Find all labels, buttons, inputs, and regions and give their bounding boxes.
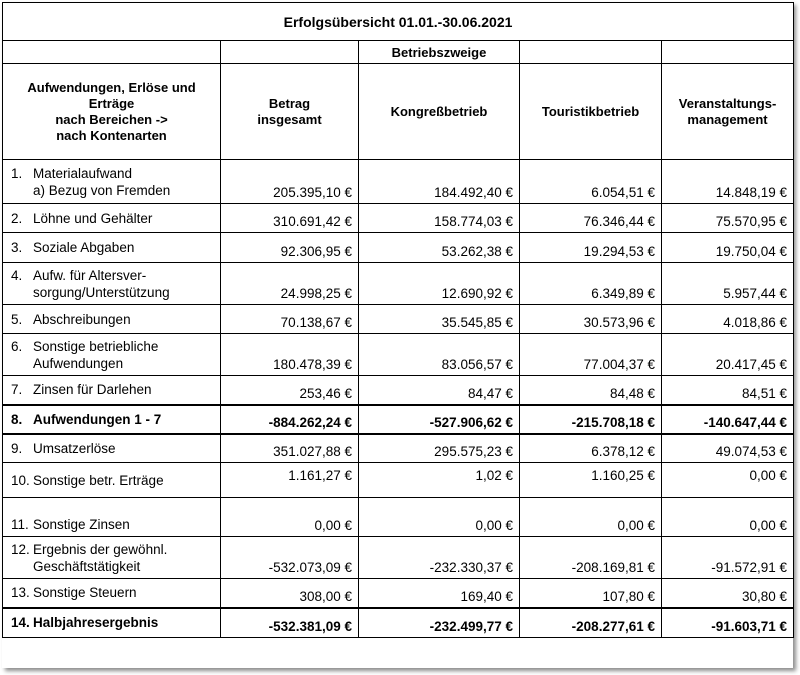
row-label-line bbox=[11, 182, 216, 199]
value-cell-total: -884.262,24 € bbox=[221, 405, 359, 434]
table-row bbox=[3, 608, 794, 638]
row-label-line bbox=[11, 355, 216, 372]
value-cell-c2: 6.349,89 € bbox=[520, 263, 662, 305]
row-label-line bbox=[11, 311, 216, 328]
row-label-text: Abschreibungen bbox=[33, 311, 131, 327]
value-cell-total: -532.381,09 € bbox=[221, 608, 359, 638]
value-cell-total: 253,46 € bbox=[221, 376, 359, 405]
row-label-text: Geschäftstätigkeit bbox=[33, 558, 141, 574]
value-cell-c2: -215.708,18 € bbox=[520, 405, 662, 434]
row-label-line bbox=[11, 338, 216, 355]
header-total-column bbox=[221, 64, 359, 160]
row-label bbox=[3, 376, 221, 405]
value-cell-c3: -91.572,91 € bbox=[662, 537, 794, 579]
value-cell-c3: 84,51 € bbox=[662, 376, 794, 405]
row-label bbox=[3, 463, 221, 498]
row-label-text: Soziale Abgaben bbox=[33, 240, 135, 255]
value-cell-c1: 169,40 € bbox=[359, 579, 520, 608]
table-row bbox=[3, 376, 794, 405]
value-cell-c2: -208.277,61 € bbox=[520, 608, 662, 638]
table-body bbox=[3, 160, 794, 638]
row-label-line bbox=[11, 284, 216, 301]
value-cell-c1: -232.330,37 € bbox=[359, 537, 520, 579]
value-cell-c3: -91.603,71 € bbox=[662, 608, 794, 638]
value-cell-c1: 12.690,92 € bbox=[359, 263, 520, 305]
row-number: 1. bbox=[11, 165, 23, 181]
row-label bbox=[3, 537, 221, 579]
row-label-text: Löhne und Gehälter bbox=[33, 210, 153, 226]
value-cell-total: 1.161,27 € bbox=[221, 463, 359, 498]
value-cell-c1: 83.056,57 € bbox=[359, 334, 520, 376]
row-label bbox=[3, 160, 221, 204]
value-cell-c2: -208.169,81 € bbox=[520, 537, 662, 579]
value-cell-total: 180.478,39 € bbox=[221, 334, 359, 376]
row-label-text: Sonstige betr. Erträge bbox=[33, 472, 164, 488]
results-table-frame bbox=[2, 2, 793, 668]
row-label-line bbox=[11, 440, 216, 457]
row-label bbox=[3, 233, 221, 263]
header-label-line: Erträge bbox=[88, 95, 135, 111]
row-label bbox=[3, 434, 221, 463]
table-row bbox=[3, 263, 794, 305]
value-cell-c1: 84,47 € bbox=[359, 376, 520, 405]
value-cell-total: 0,00 € bbox=[221, 498, 359, 537]
row-label-line bbox=[11, 516, 216, 533]
header-label-line: nach Bereichen -> bbox=[55, 111, 168, 127]
value-cell-c2: 84,48 € bbox=[520, 376, 662, 405]
row-label-line bbox=[11, 541, 216, 558]
row-label-text: Zinsen für Darlehen bbox=[33, 382, 152, 398]
value-cell-c2: 6.054,51 € bbox=[520, 160, 662, 204]
row-label bbox=[3, 305, 221, 334]
row-label bbox=[3, 608, 221, 638]
table-row bbox=[3, 233, 794, 263]
table-row bbox=[3, 537, 794, 579]
value-cell-c3: 0,00 € bbox=[662, 498, 794, 537]
row-number: 13. bbox=[11, 585, 30, 601]
table-row bbox=[3, 434, 794, 463]
header-total-line: Betrag bbox=[268, 95, 311, 111]
row-number: 3. bbox=[11, 240, 23, 255]
header-col3-line: management bbox=[687, 111, 768, 127]
row-label-line bbox=[11, 472, 216, 489]
empty-header-cell bbox=[662, 41, 794, 64]
row-label-line bbox=[11, 210, 216, 227]
row-number: 10. bbox=[11, 472, 30, 488]
value-cell-total: 308,00 € bbox=[221, 579, 359, 608]
value-cell-c1: -527.906,62 € bbox=[359, 405, 520, 434]
row-label-text: Ergebnis der gewöhnl. bbox=[33, 541, 168, 557]
value-cell-c1: 184.492,40 € bbox=[359, 160, 520, 204]
value-cell-c3: 30,80 € bbox=[662, 579, 794, 608]
row-number: 5. bbox=[11, 311, 23, 327]
value-cell-c3: 20.417,45 € bbox=[662, 334, 794, 376]
table-row bbox=[3, 579, 794, 608]
table-row bbox=[3, 334, 794, 376]
value-cell-c1: 158.774,03 € bbox=[359, 204, 520, 233]
row-label-text: Umsatzerlöse bbox=[33, 440, 116, 456]
header-veranstaltungsmanagement bbox=[662, 64, 794, 160]
table-row bbox=[3, 498, 794, 537]
row-label-line bbox=[11, 411, 216, 428]
row-number: 14. bbox=[11, 615, 30, 631]
row-label bbox=[3, 498, 221, 537]
value-cell-c2: 1.160,25 € bbox=[520, 463, 662, 498]
row-label-line bbox=[11, 558, 216, 575]
row-label-line bbox=[11, 584, 216, 601]
row-number: 4. bbox=[11, 267, 23, 283]
row-label-text: Materialaufwand bbox=[33, 165, 133, 181]
row-label bbox=[3, 334, 221, 376]
value-cell-c2: 107,80 € bbox=[520, 579, 662, 608]
row-label-line bbox=[11, 381, 216, 398]
header-label-column bbox=[3, 64, 221, 160]
value-cell-total: 92.306,95 € bbox=[221, 233, 359, 263]
row-label-text: sorgung/Unterstützung bbox=[33, 284, 170, 300]
row-label-line bbox=[11, 239, 216, 256]
row-number: 8. bbox=[11, 411, 23, 427]
header-touristikbetrieb: Touristikbetrieb bbox=[520, 64, 662, 160]
table-title: Erfolgsübersicht 01.01.-30.06.2021 bbox=[3, 3, 794, 41]
row-label-text: Sonstige Zinsen bbox=[33, 517, 130, 532]
value-cell-c2: 0,00 € bbox=[520, 498, 662, 537]
row-number: 2. bbox=[11, 210, 23, 226]
results-table bbox=[2, 2, 794, 638]
row-label-text: Aufwendungen bbox=[33, 355, 124, 371]
value-cell-c1: 35.545,85 € bbox=[359, 305, 520, 334]
value-cell-c2: 6.378,12 € bbox=[520, 434, 662, 463]
header-col3-line: Veranstaltungs- bbox=[678, 95, 777, 111]
value-cell-total: 205.395,10 € bbox=[221, 160, 359, 204]
empty-header-cell bbox=[221, 41, 359, 64]
row-label-line bbox=[11, 267, 216, 284]
value-cell-c3: 0,00 € bbox=[662, 463, 794, 498]
value-cell-c1: -232.499,77 € bbox=[359, 608, 520, 638]
value-cell-c1: 1,02 € bbox=[359, 463, 520, 498]
row-label-line bbox=[11, 165, 216, 182]
group-header-betriebszweige: Betriebszweige bbox=[359, 41, 520, 64]
value-cell-c3: 5.957,44 € bbox=[662, 263, 794, 305]
row-number: 7. bbox=[11, 382, 23, 398]
row-label bbox=[3, 405, 221, 434]
value-cell-c2: 30.573,96 € bbox=[520, 305, 662, 334]
value-cell-c3: 4.018,86 € bbox=[662, 305, 794, 334]
value-cell-c2: 76.346,44 € bbox=[520, 204, 662, 233]
value-cell-c3: 19.750,04 € bbox=[662, 233, 794, 263]
value-cell-total: 351.027,88 € bbox=[221, 434, 359, 463]
value-cell-c3: 14.848,19 € bbox=[662, 160, 794, 204]
value-cell-c2: 77.004,37 € bbox=[520, 334, 662, 376]
row-number: 12. bbox=[11, 541, 30, 557]
row-label bbox=[3, 579, 221, 608]
table-row bbox=[3, 405, 794, 434]
row-number: 11. bbox=[11, 517, 29, 532]
value-cell-c3: 75.570,95 € bbox=[662, 204, 794, 233]
header-label-line: Aufwendungen, Erlöse und bbox=[27, 79, 196, 95]
row-label-text: Halbjahresergebnis bbox=[33, 615, 159, 631]
row-label-line bbox=[11, 614, 216, 631]
value-cell-total: 310.691,42 € bbox=[221, 204, 359, 233]
header-kongressbetrieb: Kongreßbetrieb bbox=[359, 64, 520, 160]
row-label-text: Aufwendungen 1 - 7 bbox=[33, 411, 162, 427]
row-label-text: Aufw. für Altersver- bbox=[33, 267, 147, 283]
table-row bbox=[3, 305, 794, 334]
value-cell-c1: 0,00 € bbox=[359, 498, 520, 537]
table-row bbox=[3, 160, 794, 204]
row-number: 6. bbox=[11, 338, 23, 354]
table-row bbox=[3, 204, 794, 233]
header-label-line: nach Kontenarten bbox=[56, 127, 167, 143]
value-cell-c2: 19.294,53 € bbox=[520, 233, 662, 263]
value-cell-total: 24.998,25 € bbox=[221, 263, 359, 305]
row-label-text: Sonstige betriebliche bbox=[33, 338, 159, 354]
row-label bbox=[3, 204, 221, 233]
empty-header-cell bbox=[3, 41, 221, 64]
row-label bbox=[3, 263, 221, 305]
empty-header-cell bbox=[520, 41, 662, 64]
value-cell-c3: 49.074,53 € bbox=[662, 434, 794, 463]
row-label-text: a) Bezug von Fremden bbox=[33, 182, 171, 198]
value-cell-c1: 53.262,38 € bbox=[359, 233, 520, 263]
row-number: 9. bbox=[11, 440, 23, 456]
value-cell-c1: 295.575,23 € bbox=[359, 434, 520, 463]
header-total-line: insgesamt bbox=[257, 111, 322, 127]
table-row bbox=[3, 463, 794, 498]
row-label-text: Sonstige Steuern bbox=[33, 585, 137, 601]
value-cell-total: 70.138,67 € bbox=[221, 305, 359, 334]
value-cell-c3: -140.647,44 € bbox=[662, 405, 794, 434]
value-cell-total: -532.073,09 € bbox=[221, 537, 359, 579]
